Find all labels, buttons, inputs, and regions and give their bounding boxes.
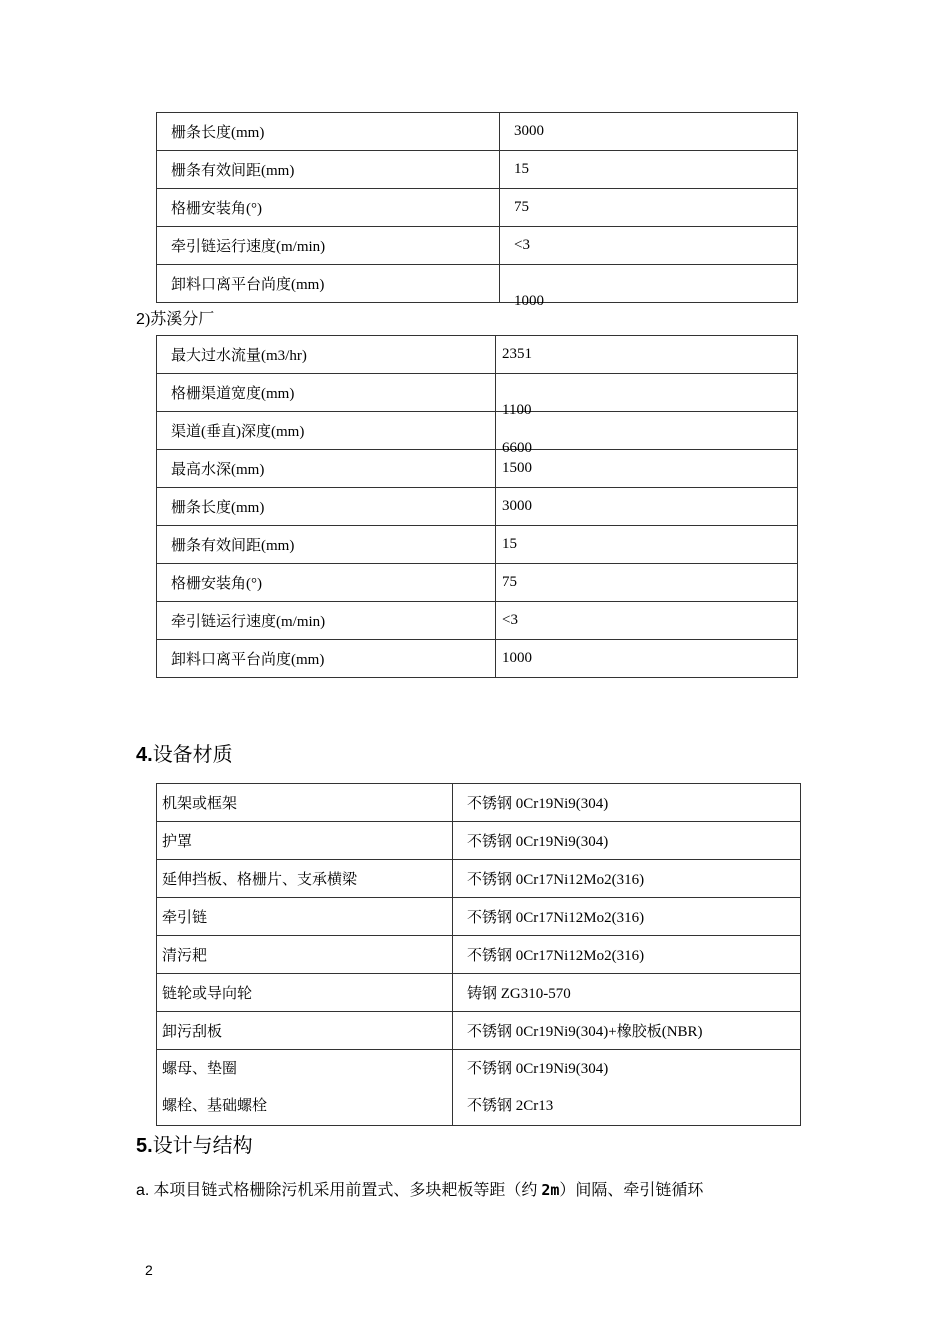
table-row <box>157 1012 801 1050</box>
param-value-cell <box>500 265 798 309</box>
material-value-cell <box>453 1050 801 1126</box>
section-heading-materials <box>136 738 233 767</box>
material-value: 不锈钢 0Cr17Ni12Mo2(316) <box>453 936 801 974</box>
table-row <box>157 1050 801 1126</box>
materials-table <box>156 783 801 1126</box>
param-label: 栅条有效间距(mm) <box>157 151 500 189</box>
table-row <box>157 412 798 450</box>
table-row <box>157 151 798 189</box>
heading-number: 4. <box>136 744 153 766</box>
param-value: 2351 <box>496 336 798 374</box>
param-label: 栅条长度(mm) <box>157 113 500 151</box>
param-label: 栅条长度(mm) <box>157 488 496 526</box>
table-row <box>157 488 798 526</box>
parameter-table-1 <box>156 112 798 309</box>
param-value: 75 <box>500 189 798 227</box>
paragraph-text: ）间隔、牵引链循环 <box>559 1182 704 1199</box>
param-value-cell <box>496 412 798 456</box>
table-row <box>157 564 798 602</box>
material-value: 不锈钢 0Cr19Ni9(304) <box>467 1060 609 1077</box>
material-part: 机架或框架 <box>157 784 453 822</box>
material-part: 螺母、垫圈 <box>162 1060 238 1077</box>
table-row <box>157 860 801 898</box>
param-label: 牵引链运行速度(m/min) <box>157 602 496 640</box>
param-value: 1100 <box>502 402 532 418</box>
param-label: 牵引链运行速度(m/min) <box>157 227 500 265</box>
param-label: 渠道(垂直)深度(mm) <box>157 412 496 450</box>
param-label: 卸料口离平台尚度(mm) <box>157 640 496 678</box>
paragraph-emphasis: 2m <box>541 1181 560 1199</box>
material-part: 牵引链 <box>157 898 453 936</box>
table-row <box>157 640 798 678</box>
param-label: 卸料口离平台尚度(mm) <box>157 265 500 303</box>
table-row <box>157 784 801 822</box>
param-label: 格栅渠道宽度(mm) <box>157 374 496 412</box>
material-part: 卸污刮板 <box>157 1012 453 1050</box>
param-value: 15 <box>496 526 798 564</box>
param-value: <3 <box>500 227 798 265</box>
table-row <box>157 822 801 860</box>
table-row <box>157 450 798 488</box>
param-value: 1000 <box>496 640 798 678</box>
table-row <box>157 898 801 936</box>
material-value: 不锈钢 0Cr19Ni9(304) <box>453 784 801 822</box>
table-row <box>157 113 798 151</box>
param-value: 6600 <box>502 440 532 456</box>
section-subheading <box>136 306 214 329</box>
param-label: 格栅安装角(°) <box>157 189 500 227</box>
section-heading-design <box>136 1129 253 1158</box>
material-part: 螺栓、基础螺栓 <box>162 1097 268 1114</box>
param-value: 15 <box>500 151 798 189</box>
param-label: 最大过水流量(m3/hr) <box>157 336 496 374</box>
material-value: 不锈钢 0Cr19Ni9(304) <box>453 822 801 860</box>
heading-number: 5. <box>136 1135 153 1157</box>
section-title: 苏溪分厂 <box>150 311 215 328</box>
param-value: 1500 <box>496 450 798 488</box>
param-value: 3000 <box>496 488 798 526</box>
material-part: 清污耙 <box>157 936 453 974</box>
material-part: 延伸挡板、格栅片、支承横梁 <box>157 860 453 898</box>
paragraph-text: 本项目链式格栅除污机采用前置式、多块耙板等距（约 <box>149 1182 542 1199</box>
param-value: 1000 <box>514 293 544 309</box>
material-part: 链轮或导向轮 <box>157 974 453 1012</box>
table-row <box>157 974 801 1012</box>
parameter-table-2 <box>156 335 798 678</box>
material-part: 护罩 <box>157 822 453 860</box>
body-paragraph <box>136 1177 703 1200</box>
material-part-cell <box>157 1050 453 1126</box>
page-number: 2 <box>145 1262 153 1278</box>
heading-title: 设计与结构 <box>152 1135 253 1157</box>
material-value: 不锈钢 0Cr19Ni9(304)+橡胶板(NBR) <box>453 1012 801 1050</box>
param-value: 3000 <box>500 113 798 151</box>
table-row <box>157 374 798 412</box>
paragraph-lead: a. <box>136 1182 150 1199</box>
table-row <box>157 526 798 564</box>
param-value-cell <box>496 374 798 418</box>
material-value: 不锈钢 0Cr17Ni12Mo2(316) <box>453 898 801 936</box>
material-value: 不锈钢 2Cr13 <box>467 1097 554 1114</box>
table-row <box>157 227 798 265</box>
material-value: 铸钢 ZG310-570 <box>453 974 801 1012</box>
param-value: <3 <box>496 602 798 640</box>
heading-title: 设备材质 <box>152 744 233 766</box>
table-row <box>157 602 798 640</box>
table-row <box>157 936 801 974</box>
section-paren: ) <box>144 311 151 328</box>
param-label: 栅条有效间距(mm) <box>157 526 496 564</box>
section-number: 2 <box>136 311 145 328</box>
table-row <box>157 189 798 227</box>
param-label: 格栅安装角(°) <box>157 564 496 602</box>
param-value: 75 <box>496 564 798 602</box>
material-value: 不锈钢 0Cr17Ni12Mo2(316) <box>453 860 801 898</box>
table-row <box>157 336 798 374</box>
table-row <box>157 265 798 303</box>
param-label: 最高水深(mm) <box>157 450 496 488</box>
